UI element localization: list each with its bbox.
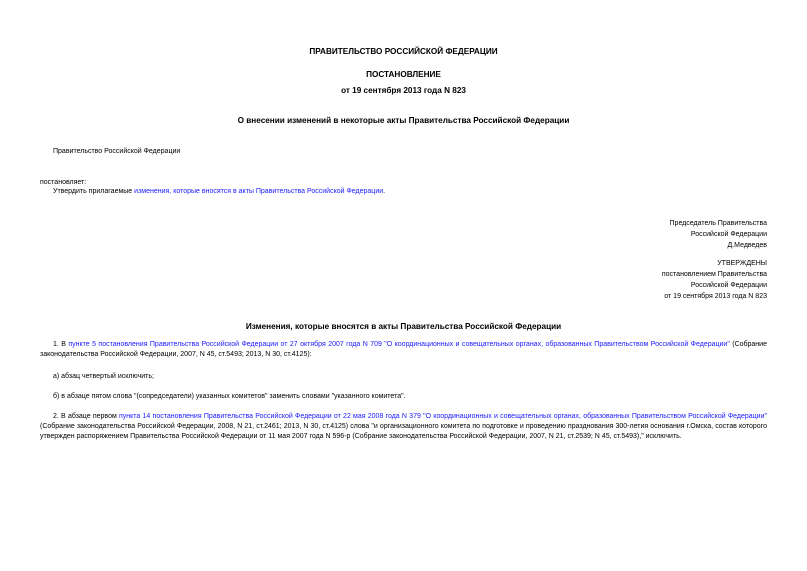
change-item-1a: а) абзац четвертый исключить;	[53, 373, 154, 380]
item2-suffix: (Собрание законодательства Российской Федерации, 2008, N 21, ст.2461; 2013, N 30, ст.4125) слова "и организационного комитета по подготовке и проведению празднования 300-летия основания г.Омска, состав которого утвержден распоряжением Правительства Российской Федерации от 11 мая 2007 года N 596-р (Собрание законодательства Российской Федерации, 2007, N 21, ст.2539; N 45, ст.5493)," исключить.	[40, 423, 767, 440]
approve-paragraph	[53, 187, 385, 196]
government-name: ПРАВИТЕЛЬСТВО РОССИЙСКОЙ ФЕДЕРАЦИИ	[309, 47, 498, 56]
approved-changes-link[interactable]: изменения, которые вносятся в акты Правительства Российской Федерации	[134, 188, 384, 195]
approval-date-number: от 19 сентября 2013 года N 823	[664, 293, 767, 300]
signature-block	[670, 218, 767, 251]
approval-resolution: постановлением Правительства	[661, 271, 767, 278]
approval-country: Российской Федерации	[690, 282, 767, 289]
resolution-379-link[interactable]: пункта 14 постановления Правительства Российской Федерации от 22 мая 2008 года N 379 "О координационных и совещательных органах, образованных Правительством Российской Федерации"	[119, 413, 767, 420]
approval-heading: УТВЕРЖДЕНЫ	[717, 260, 767, 267]
item1-suffix: (Собрание законодательства Российской Федерации, 2007, N 45, ст.5493; 2013, N 30, ст.4125):	[40, 341, 767, 358]
change-item-1b: б) в абзаце пятом слова "(сопредседатели) указанных комитетов" заменить словами "указанного комитета".	[53, 393, 406, 400]
signature-position: Председатель Правительства	[669, 220, 767, 227]
changes-title: Изменения, которые вносятся в акты Правительства Российской Федерации	[245, 322, 562, 331]
preamble-decides: постановляет:	[40, 179, 87, 186]
change-item-1	[40, 340, 767, 360]
resolution-709-link[interactable]: пункте 5 постановления Правительства Российской Федерации от 27 октября 2007 года N 709 "О координационных и совещательных органах, образованных Правительством Российской Федерации"	[68, 341, 730, 348]
signature-country: Российской Федерации	[690, 231, 767, 238]
approve-prefix: Утвердить прилагаемые	[53, 188, 135, 195]
item2-prefix: 2. В абзаце первом	[53, 413, 119, 420]
signature-name: Д.Медведев	[727, 242, 767, 249]
document-date-number: от 19 сентября 2013 года N 823	[341, 86, 466, 95]
change-item-2	[40, 412, 767, 442]
preamble-subject: Правительство Российской Федерации	[53, 148, 181, 155]
approve-suffix: .	[383, 188, 386, 195]
item1-prefix: 1. В	[53, 341, 69, 348]
document-title: О внесении изменений в некоторые акты Правительства Российской Федерации	[237, 116, 570, 125]
document-type: ПОСТАНОВЛЕНИЕ	[366, 70, 441, 79]
approval-block	[662, 258, 767, 302]
